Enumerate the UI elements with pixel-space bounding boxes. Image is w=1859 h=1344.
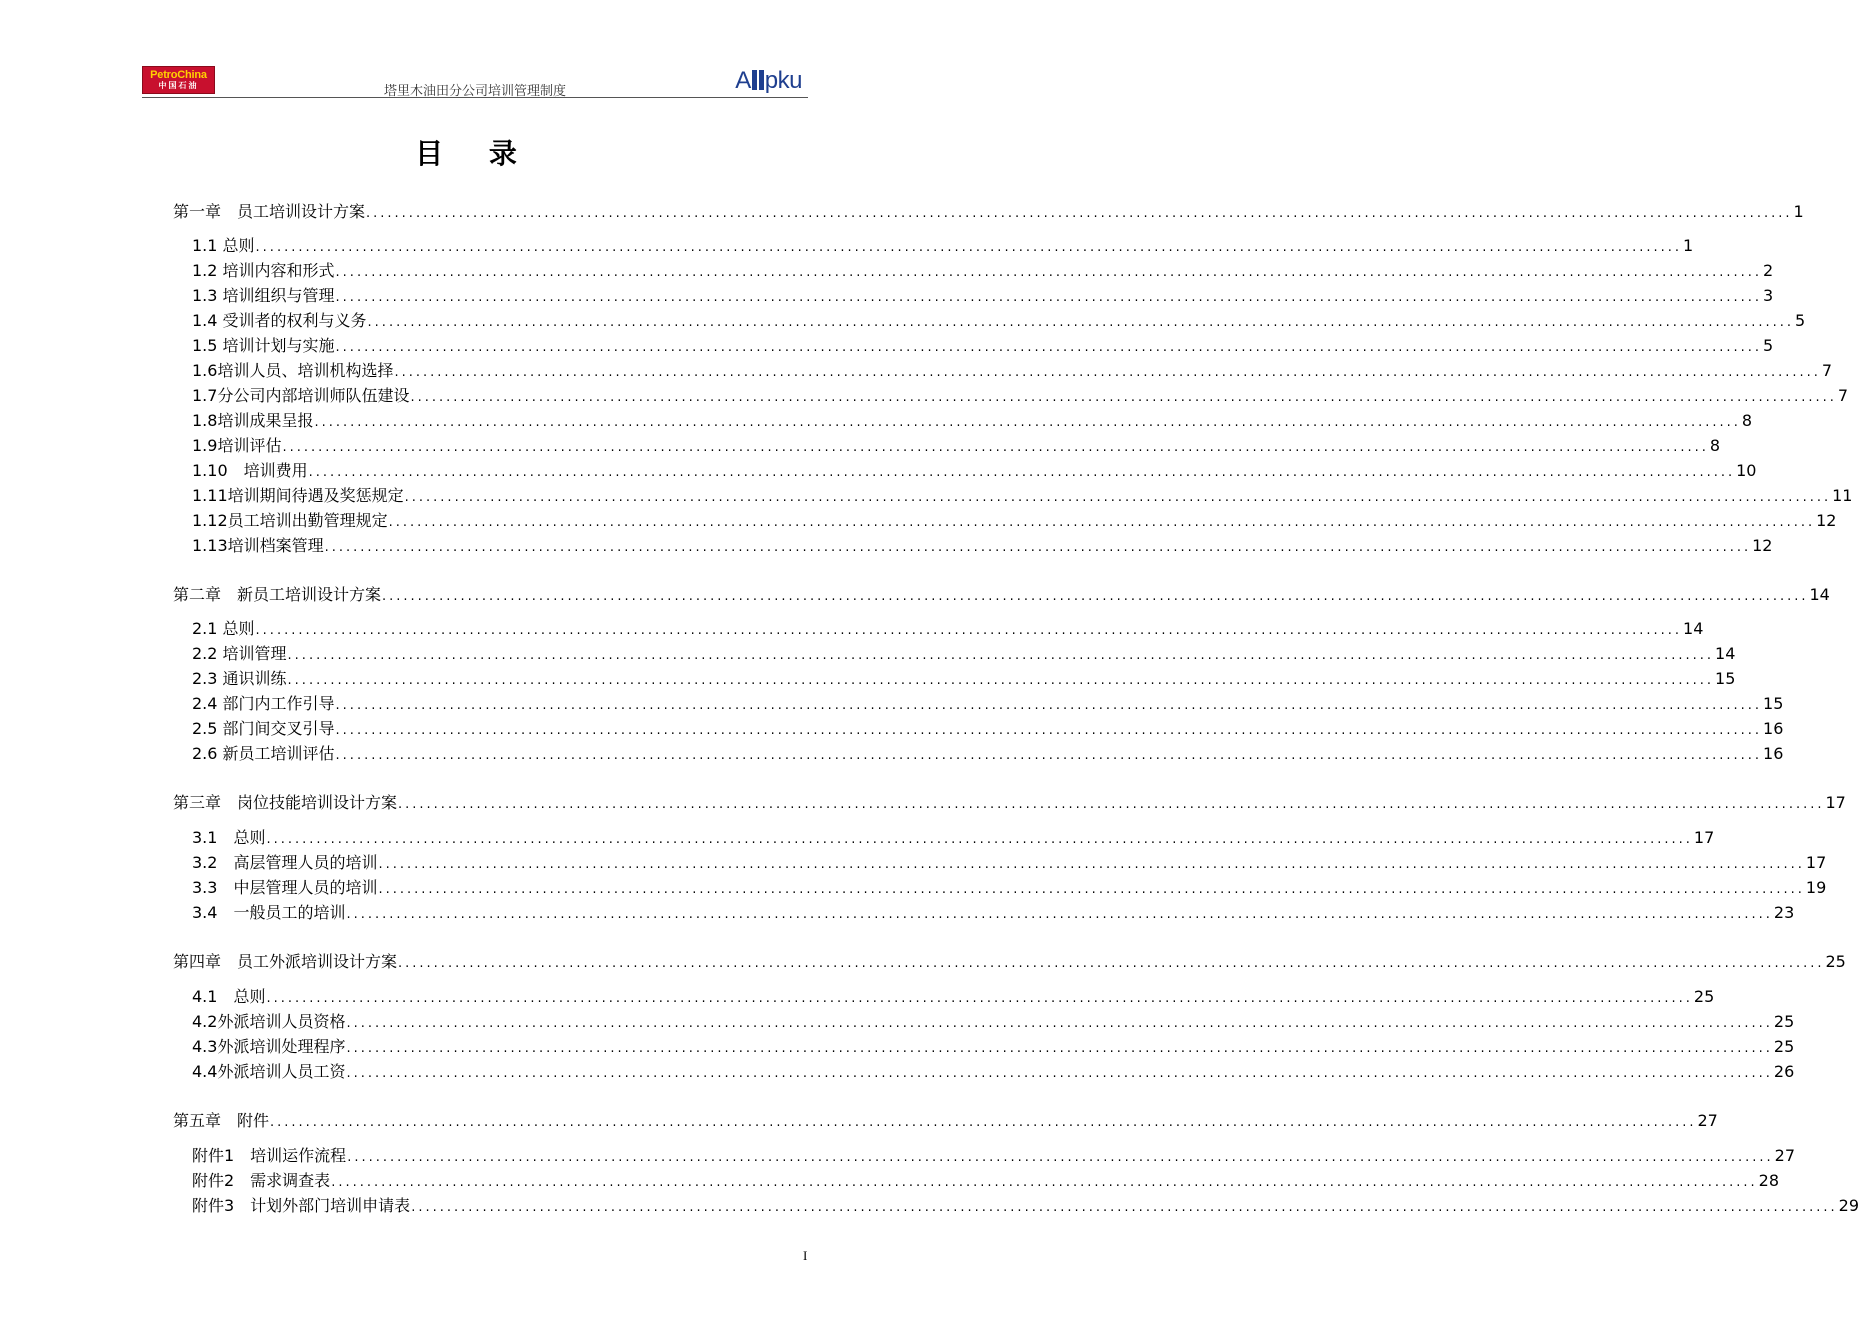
toc-entry-page: 25 [1773,1037,1795,1056]
page-header [142,66,808,100]
toc-entry-page: 2 [1763,261,1774,280]
toc-dot-leader: ........................................................................................................................................................................................................ [335,265,1763,280]
toc-dot-leader: ........................................................................................................................................................................................................ [404,490,1832,505]
toc-dot-leader: ........................................................................................................................................................................................................ [266,991,1693,1006]
toc-dot-leader: ........................................................................................................................................................................................................ [346,907,1773,922]
toc-dot-leader: ........................................................................................................................................................................................................ [335,340,1763,355]
toc-entry-page: 8 [1709,436,1721,455]
toc-dot-leader: ........................................................................................................................................................................................................ [378,882,1805,897]
toc-section-entry[interactable] [192,1036,1795,1058]
toc-dot-leader: ........................................................................................................................................................................................................ [335,290,1763,305]
toc-entry-page: 3 [1763,286,1774,305]
toc-dot-leader: ........................................................................................................................................................................................................ [314,415,1741,430]
toc-entry-title: 1.7分公司内部培训师队伍建设 [192,386,410,405]
toc-entry-title: 1.8培训成果呈报 [192,411,314,430]
toc-section-entry[interactable] [192,410,1753,432]
header-title: 塔里木油田分公司培训管理制度 [383,84,566,99]
toc-dot-leader: ........................................................................................................................................................................................................ [324,540,1752,555]
toc-entry-page: 12 [1752,536,1773,555]
toc-entry-title: 1.4 受训者的权利与义务 [192,311,367,330]
toc-entry-title: 3.3 中层管理人员的培训 [192,878,378,897]
toc-dot-leader: ........................................................................................................................................................................................................ [394,365,1821,380]
toc-dot-leader: ........................................................................................................................................................................................................ [346,1066,1773,1081]
toc-dot-leader: ........................................................................................................................................................................................................ [347,1150,1774,1165]
toc-entry-page: 25 [1773,1012,1795,1031]
toc-section-entry[interactable] [192,510,1837,532]
toc-entry-title: 2.6 新员工培训评估 [192,744,335,763]
toc-entry-title: 附件1 培训运作流程 [192,1146,347,1165]
toc-entry-page: 12 [1816,511,1837,530]
toc-dot-leader: ........................................................................................................................................................................................................ [270,1115,1697,1130]
toc-entry-page: 10 [1736,461,1757,480]
toc-dot-leader: ........................................................................................................................................................................................................ [346,1016,1773,1031]
logo-right-b: pku [764,67,802,94]
toc-entry-title: 4.3外派培训处理程序 [192,1037,346,1056]
toc-entry-page: 27 [1697,1111,1718,1130]
toc-dot-leader: ........................................................................................................................................................................................................ [266,832,1693,847]
toc-section-entry[interactable] [192,693,1784,715]
toc-entry-page: 15 [1715,669,1736,688]
alpku-logo [735,68,802,94]
logo-bar [752,70,757,90]
logo-right-a: A [735,67,751,94]
toc-chapter-entry[interactable] [173,584,1830,606]
toc-dot-leader: ........................................................................................................................................................................................................ [335,723,1763,738]
toc-entry-page: 16 [1763,719,1784,738]
toc-entry-page: 5 [1763,336,1774,355]
toc-entry-title: 2.3 通识训练 [192,669,287,688]
toc-entry-page: 25 [1825,952,1846,971]
toc-entry-title: 1.9培训评估 [192,436,282,455]
toc-entry-title: 4.2外派培训人员资格 [192,1012,346,1031]
toc-section-entry[interactable] [192,1170,1780,1192]
toc-dot-leader: ........................................................................................................................................................................................................ [378,857,1805,872]
toc-chapter-entry[interactable] [173,1110,1718,1132]
toc-section-entry[interactable] [192,485,1853,507]
toc-section-entry[interactable] [192,335,1774,357]
toc-chapter-entry[interactable] [173,792,1846,814]
toc-entry-page: 19 [1805,878,1827,897]
toc-section-entry[interactable] [192,1195,1859,1217]
toc-dot-leader: ........................................................................................................................................................................................................ [411,1200,1838,1215]
toc-dot-leader: ........................................................................................................................................................................................................ [335,748,1763,763]
toc-section-entry[interactable] [192,460,1757,482]
header-divider [142,97,808,98]
toc-section-entry[interactable] [192,668,1736,690]
toc-entry-title: 2.4 部门内工作引导 [192,694,335,713]
toc-entry-title: 2.5 部门间交叉引导 [192,719,335,738]
toc-chapter-entry[interactable] [173,951,1846,973]
toc-entry-title: 4.1 总则 [192,987,266,1006]
toc-entry-page: 16 [1763,744,1784,763]
toc-section-entry[interactable] [192,235,1694,257]
toc-entry-title: 第二章 新员工培训设计方案 [173,585,382,604]
toc-entry-title: 附件2 需求调查表 [192,1171,331,1190]
toc-chapter-entry[interactable] [173,201,1804,223]
toc-entry-title: 3.1 总则 [192,828,266,847]
toc-entry-title: 1.2 培训内容和形式 [192,261,335,280]
toc-entry-page: 5 [1795,311,1806,330]
toc-dot-leader: ........................................................................................................................................................................................................ [331,1175,1758,1190]
toc-entry-title: 第三章 岗位技能培训设计方案 [173,793,398,812]
toc-dot-leader: ........................................................................................................................................................................................................ [287,673,1715,688]
toc-section-entry[interactable] [192,618,1704,640]
toc-section-entry[interactable] [192,643,1736,665]
toc-section-entry[interactable] [192,718,1784,740]
toc-section-entry[interactable] [192,1011,1795,1033]
toc-section-entry[interactable] [192,902,1795,924]
toc-entry-title: 1.3 培训组织与管理 [192,286,335,305]
logo-bar [759,70,764,90]
toc-entry-page: 25 [1693,987,1715,1006]
toc-entry-title: 1.13培训档案管理 [192,536,324,555]
toc-entry-title: 1.1 总则 [192,236,255,255]
toc-dot-leader: ........................................................................................................................................................................................................ [366,206,1793,221]
toc-entry-page: 14 [1809,585,1830,604]
toc-entry-title: 第一章 员工培训设计方案 [173,202,366,221]
toc-dot-leader: ........................................................................................................................................................................................................ [335,698,1763,713]
toc-section-entry[interactable] [192,852,1827,874]
toc-entry-page: 14 [1683,619,1704,638]
toc-dot-leader: ........................................................................................................................................................................................................ [398,956,1825,971]
toc-dot-leader: ........................................................................................................................................................................................................ [287,648,1715,663]
toc-entry-page: 7 [1821,361,1833,380]
toc-entry-title: 1.10 培训费用 [192,461,308,480]
toc-dot-leader: ........................................................................................................................................................................................................ [255,240,1683,255]
toc-dot-leader: ........................................................................................................................................................................................................ [388,515,1816,530]
toc-dot-leader: ........................................................................................................................................................................................................ [398,797,1825,812]
toc-dot-leader: ........................................................................................................................................................................................................ [382,589,1809,604]
toc-entry-title: 3.2 高层管理人员的培训 [192,853,378,872]
toc-section-entry[interactable] [192,827,1715,849]
toc-entry-page: 8 [1741,411,1753,430]
toc-dot-leader: ........................................................................................................................................................................................................ [255,623,1683,638]
toc-entry-title: 第五章 附件 [173,1111,270,1130]
toc-dot-leader: ........................................................................................................................................................................................................ [282,440,1709,455]
toc-entry-page: 7 [1837,386,1849,405]
toc-entry-title: 4.4外派培训人员工资 [192,1062,346,1081]
toc-entry-title: 2.1 总则 [192,619,255,638]
toc-entry-page: 1 [1793,202,1804,221]
toc-entry-page: 17 [1825,793,1846,812]
toc-section-entry[interactable] [192,535,1773,557]
toc-section-entry[interactable] [192,260,1774,282]
toc-entry-title: 1.11培训期间待遇及奖惩规定 [192,486,404,505]
toc-section-entry[interactable] [192,310,1806,332]
toc-section-entry[interactable] [192,360,1833,382]
toc-entry-title: 3.4 一般员工的培训 [192,903,346,922]
toc-dot-leader: ........................................................................................................................................................................................................ [367,315,1795,330]
toc-section-entry[interactable] [192,385,1849,407]
toc-dot-leader: ........................................................................................................................................................................................................ [410,390,1837,405]
toc-section-entry[interactable] [192,877,1827,899]
toc-entry-title: 附件3 计划外部门培训申请表 [192,1196,411,1215]
toc-entry-page: 1 [1683,236,1694,255]
toc-section-entry[interactable] [192,285,1774,307]
toc-entry-page: 11 [1832,486,1853,505]
toc-dot-leader: ........................................................................................................................................................................................................ [308,465,1736,480]
toc-section-entry[interactable] [192,1061,1795,1083]
logo-left-zh: 中国石油 [158,81,199,90]
toc-entry-page: 17 [1805,853,1827,872]
toc-entry-title: 1.12员工培训出勤管理规定 [192,511,388,530]
toc-entry-page: 27 [1774,1146,1796,1165]
toc-dot-leader: ........................................................................................................................................................................................................ [346,1041,1773,1056]
toc-entry-page: 15 [1763,694,1784,713]
toc-section-entry[interactable] [192,1145,1796,1167]
toc-entry-page: 14 [1715,644,1736,663]
logo-left-en: PetroChina [150,69,207,81]
toc-entry-page: 26 [1773,1062,1795,1081]
toc-entry-page: 29 [1838,1196,1859,1215]
page-number: I [803,1248,808,1263]
toc-title: 目 录 [415,137,535,170]
toc-section-entry[interactable] [192,743,1784,765]
toc-entry-title: 2.2 培训管理 [192,644,287,663]
toc-entry-page: 28 [1758,1171,1780,1190]
toc-entry-page: 17 [1693,828,1715,847]
toc-entry-page: 23 [1773,903,1795,922]
toc-entry-title: 1.6培训人员、培训机构选择 [192,361,394,380]
toc-entry-title: 1.5 培训计划与实施 [192,336,335,355]
toc-entry-title: 第四章 员工外派培训设计方案 [173,952,398,971]
toc-section-entry[interactable] [192,986,1715,1008]
toc-section-entry[interactable] [192,435,1721,457]
